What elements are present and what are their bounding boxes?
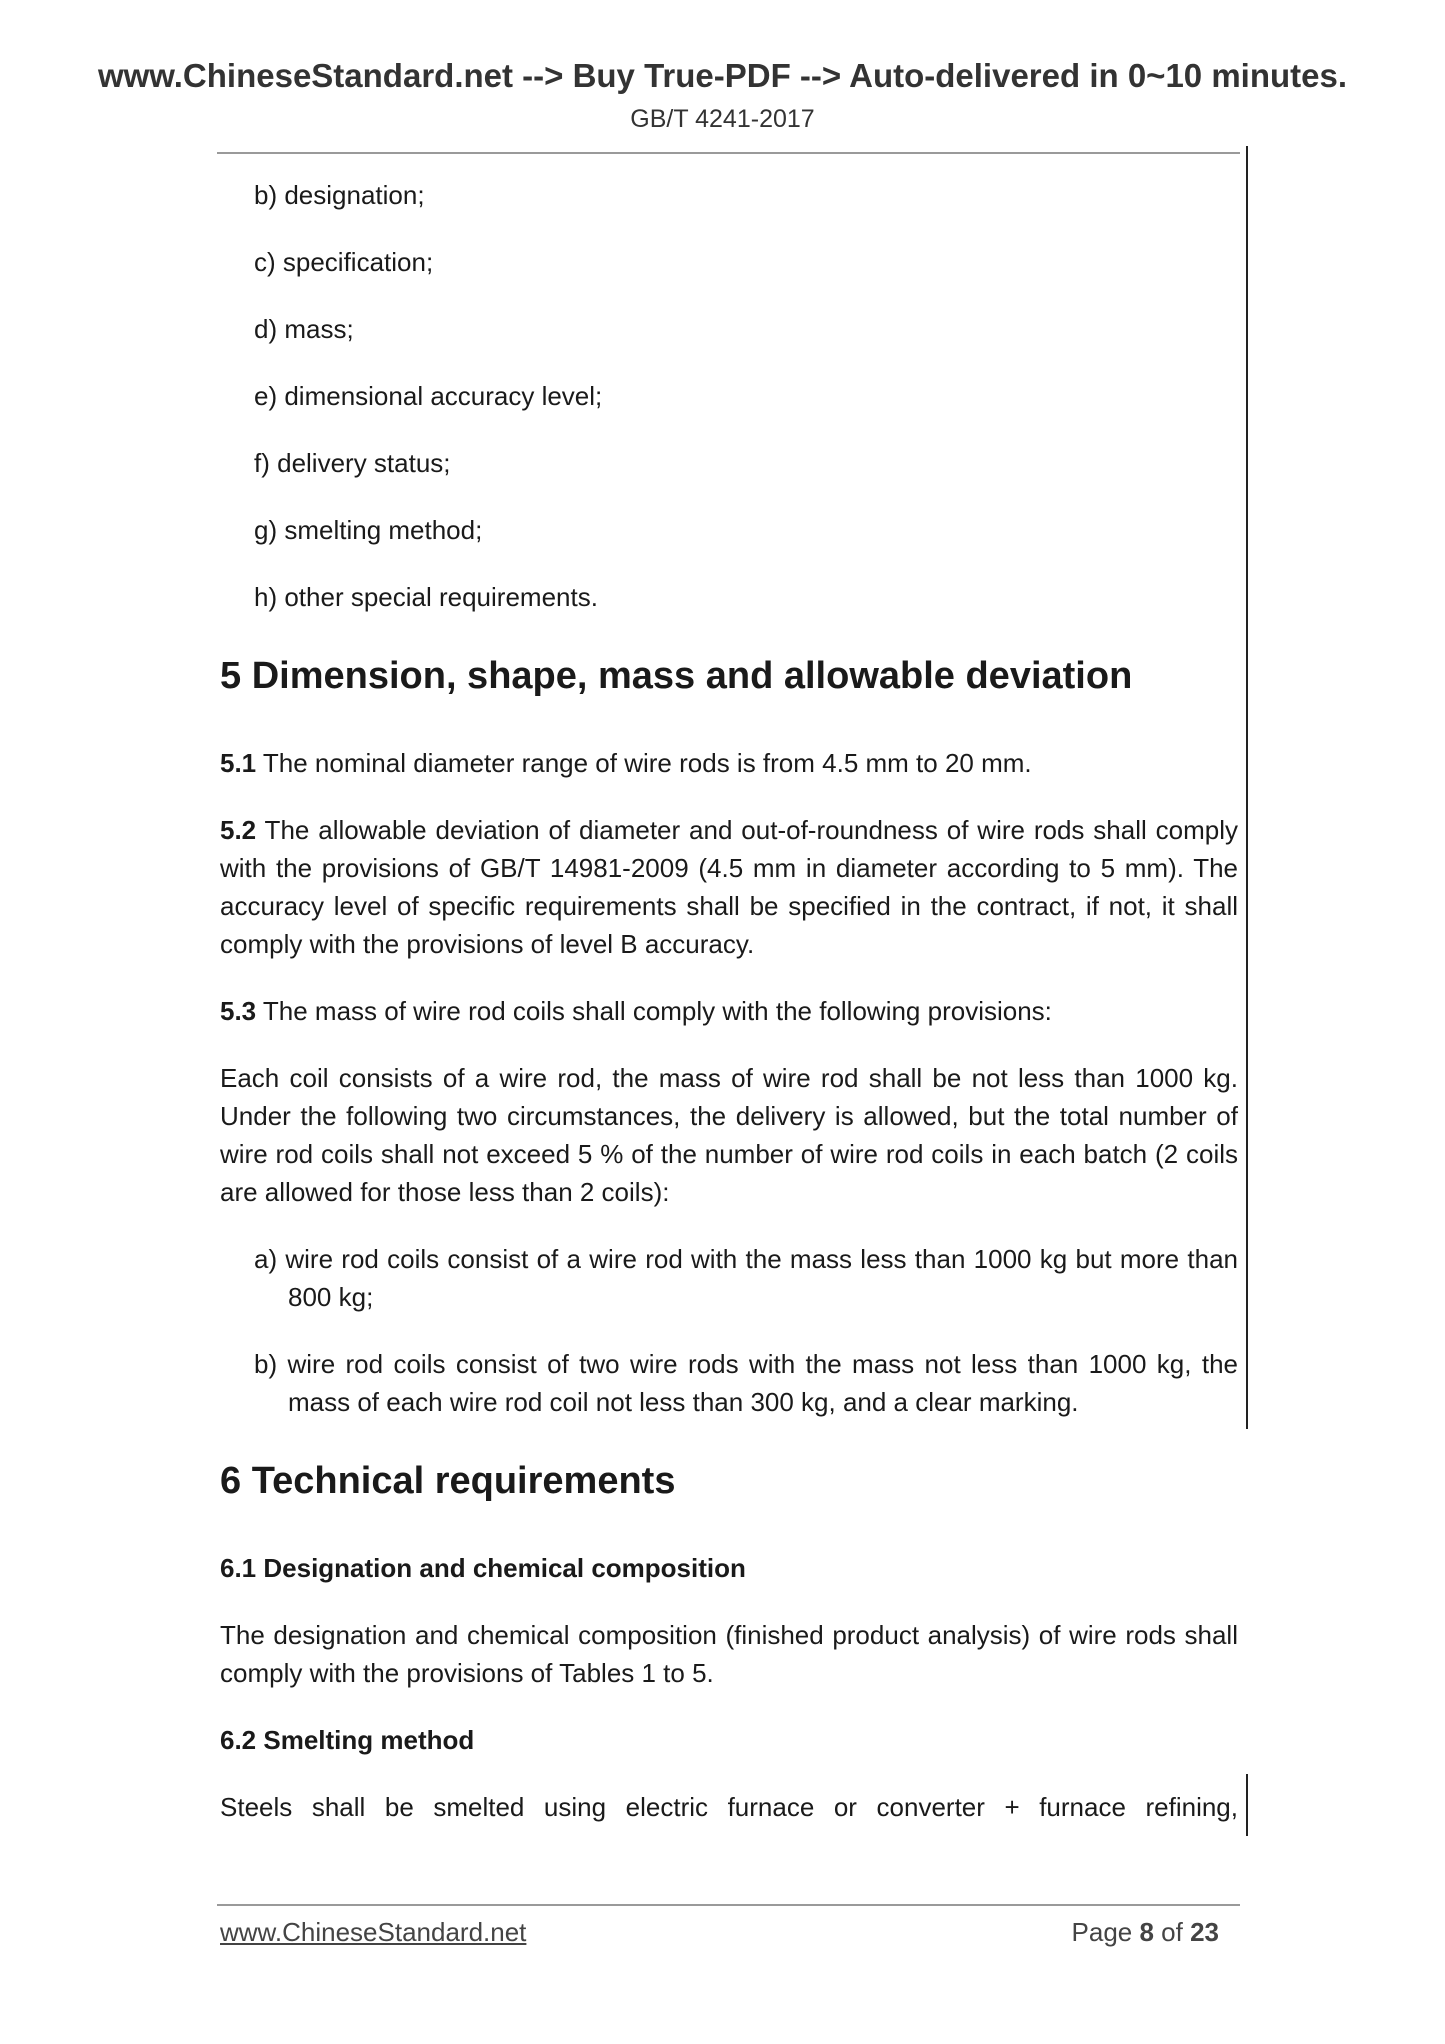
current-page: 8 xyxy=(1139,1917,1154,1947)
footer-site-link[interactable]: www.ChineseStandard.net xyxy=(220,1917,527,1947)
clause-6-2-text: Steels shall be smelted using electric furnace or converter + furnace refining, xyxy=(220,1792,1238,1822)
list-item: a) wire rod coils consist of a wire rod with the mass less than 1000 kg but more than 800 kg; xyxy=(254,1244,1238,1312)
list-item: f) delivery status; xyxy=(254,448,451,478)
document-number: GB/T 4241-2017 xyxy=(630,105,815,133)
clause-text: The nominal diameter range of wire rods is from 4.5 mm to 20 mm. xyxy=(256,748,1032,778)
footer-rule xyxy=(217,1904,1240,1906)
clause-6-1-heading: 6.1 Designation and chemical composition xyxy=(220,1553,746,1583)
site-banner: www.ChineseStandard.net --> Buy True-PDF --> Auto-delivered in 0~10 minutes. xyxy=(97,57,1348,94)
section-6-heading: 6 Technical requirements xyxy=(220,1460,676,1502)
clause-text: The allowable deviation of diameter and out-of-roundness of wire rods shall comply with the provisions of GB/T 14981-2009 (4.5 mm in diameter according to 5 mm). The accuracy level of specific requirements shall be specified in the contract, if not, it shall comply with the provisions of level B accuracy. xyxy=(220,815,1238,959)
list-item: e) dimensional accuracy level; xyxy=(254,381,603,411)
clause-5-3 xyxy=(220,992,1238,1030)
page-of: of xyxy=(1153,1917,1191,1947)
header-rule xyxy=(217,152,1240,154)
clause-text: The mass of wire rod coils shall comply with the following provisions: xyxy=(256,996,1052,1026)
clause-number: 5.2 xyxy=(220,815,257,845)
list-item: d) mass; xyxy=(254,314,354,344)
list-item: c) specification; xyxy=(254,247,434,277)
page-indicator xyxy=(1072,1916,1219,1948)
clause-number: 5.1 xyxy=(220,748,257,778)
clause-5-2 xyxy=(220,811,1238,963)
clause-number: 5.3 xyxy=(220,996,257,1026)
page-content xyxy=(220,176,1238,1855)
clause-5-1 xyxy=(220,744,1238,782)
list-item: b) designation; xyxy=(254,180,425,210)
clause-5-3-body: Each coil consists of a wire rod, the mass of wire rod shall be not less than 1000 kg. Under the following two circumstances, the delivery is allowed, but the total number of wire rod coils shall not exceed 5 % of the number of wire rod coils in each batch (2 coils are allowed for those less than 2 coils): xyxy=(220,1063,1238,1207)
list-item: b) wire rod coils consist of two wire rods with the mass not less than 1000 kg, the mass of each wire rod coil not less than 300 kg, and a clear marking. xyxy=(254,1349,1238,1417)
section-5-heading: 5 Dimension, shape, mass and allowable deviation xyxy=(220,655,1133,697)
change-bar xyxy=(1246,146,1248,1429)
clause-6-1-text: The designation and chemical composition (finished product analysis) of wire rods shall comply with the provisions of Tables 1 to 5. xyxy=(220,1620,1238,1688)
clause-6-2-heading: 6.2 Smelting method xyxy=(220,1725,475,1755)
list-item: h) other special requirements. xyxy=(254,582,598,612)
change-bar xyxy=(1246,1774,1248,1836)
list-item: g) smelting method; xyxy=(254,515,483,545)
page-prefix: Page xyxy=(1071,1917,1140,1947)
total-pages: 23 xyxy=(1190,1917,1219,1947)
